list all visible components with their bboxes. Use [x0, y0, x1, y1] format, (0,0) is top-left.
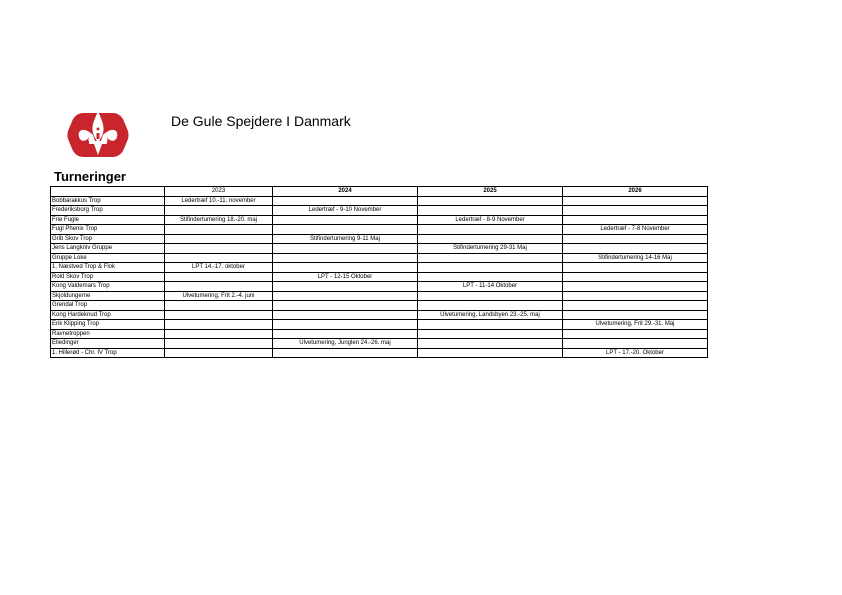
- event-cell-2025: [418, 196, 563, 206]
- event-cell-2023: [165, 301, 273, 311]
- event-cell-2025: [418, 339, 563, 349]
- table-row: [51, 282, 708, 292]
- event-cell-2026: Stifindertumering 14-16 Maj: [563, 253, 708, 263]
- event-cell-2023: [165, 244, 273, 254]
- event-cell-2026: [563, 272, 708, 282]
- event-cell-2025: [418, 291, 563, 301]
- event-cell-2023: Ledertræf 10.-11. november: [165, 196, 273, 206]
- event-cell-2025: Ledertræf - 8-9 November: [418, 215, 563, 225]
- event-cell-2024: Ulvetumering, Junglen 24.-26. maj: [273, 339, 418, 349]
- table-row: [51, 225, 708, 235]
- group-name-cell: Frederiksborg Trop: [51, 206, 165, 216]
- event-cell-2024: [273, 348, 418, 358]
- group-name-cell: Bobbarakkus Trop: [51, 196, 165, 206]
- event-cell-2024: LPT - 12-15 Oktober: [273, 272, 418, 282]
- group-name-cell: Jens Langkniv Gruppe: [51, 244, 165, 254]
- table-row: [51, 329, 708, 339]
- organization-title: De Gule Spejdere I Danmark: [171, 113, 351, 129]
- event-cell-2023: [165, 329, 273, 339]
- event-cell-2026: [563, 329, 708, 339]
- group-name-cell: Grendal Trop: [51, 301, 165, 311]
- table-row: [51, 320, 708, 330]
- event-cell-2024: [273, 291, 418, 301]
- event-cell-2023: [165, 339, 273, 349]
- event-cell-2026: [563, 310, 708, 320]
- table-row: [51, 234, 708, 244]
- group-name-cell: Frie Fugle: [51, 215, 165, 225]
- event-cell-2025: [418, 206, 563, 216]
- table-row: [51, 196, 708, 206]
- event-cell-2024: [273, 301, 418, 311]
- column-header-2025: 2025: [418, 187, 563, 197]
- event-cell-2025: [418, 272, 563, 282]
- tournament-schedule-table: [50, 186, 708, 358]
- table-row: [51, 244, 708, 254]
- event-cell-2023: LPT 14.-17. oktober: [165, 263, 273, 273]
- group-name-cell: Elledinger: [51, 339, 165, 349]
- event-cell-2026: [563, 291, 708, 301]
- column-header-group: [51, 187, 165, 197]
- table-row: [51, 215, 708, 225]
- group-name-cell: Fugl Phenix Trop: [51, 225, 165, 235]
- event-cell-2026: Ledertræf - 7-8 November: [563, 225, 708, 235]
- table-row: [51, 263, 708, 273]
- table-row: [51, 348, 708, 358]
- event-cell-2023: [165, 320, 273, 330]
- event-cell-2023: [165, 272, 273, 282]
- event-cell-2024: Ledertræf - 9-10 November: [273, 206, 418, 216]
- event-cell-2026: [563, 234, 708, 244]
- event-cell-2023: [165, 253, 273, 263]
- event-cell-2024: [273, 196, 418, 206]
- section-title: Turneringer: [54, 169, 126, 184]
- event-cell-2023: [165, 225, 273, 235]
- event-cell-2026: [563, 282, 708, 292]
- event-cell-2024: [273, 320, 418, 330]
- event-cell-2025: [418, 329, 563, 339]
- group-name-cell: Rold Skov Trop: [51, 272, 165, 282]
- table-row: [51, 301, 708, 311]
- event-cell-2024: Stifindertumering 9-11 Maj: [273, 234, 418, 244]
- event-cell-2026: [563, 263, 708, 273]
- event-cell-2024: [273, 215, 418, 225]
- group-name-cell: 1. Hillerød - Chr. IV Trop: [51, 348, 165, 358]
- event-cell-2026: [563, 215, 708, 225]
- event-cell-2025: LPT - 11-14 Oktober: [418, 282, 563, 292]
- event-cell-2024: [273, 263, 418, 273]
- event-cell-2025: [418, 301, 563, 311]
- column-header-2023: 2023: [165, 187, 273, 197]
- event-cell-2024: [273, 225, 418, 235]
- event-cell-2026: [563, 244, 708, 254]
- event-cell-2026: [563, 196, 708, 206]
- event-cell-2025: [418, 253, 563, 263]
- table-row: [51, 310, 708, 320]
- event-cell-2024: [273, 329, 418, 339]
- group-name-cell: Kong Hardeknud Trop: [51, 310, 165, 320]
- event-cell-2025: [418, 348, 563, 358]
- event-cell-2026: [563, 339, 708, 349]
- event-cell-2023: Stifindertumering 18.-20. maj: [165, 215, 273, 225]
- group-name-cell: Skjoldungerne: [51, 291, 165, 301]
- event-cell-2023: [165, 282, 273, 292]
- group-name-cell: Gruppe Loke: [51, 253, 165, 263]
- group-name-cell: Grib Skov Trop: [51, 234, 165, 244]
- event-cell-2025: Stifindertumering 29-31 Maj: [418, 244, 563, 254]
- group-name-cell: 1. Næstved Trop & Flok: [51, 263, 165, 273]
- table-row: [51, 291, 708, 301]
- event-cell-2025: Ulvetumering, Landsbyen 23.-25. maj: [418, 310, 563, 320]
- event-cell-2026: [563, 301, 708, 311]
- group-name-cell: Erik Klipping Trop: [51, 320, 165, 330]
- event-cell-2026: Ulvetumering, Frit 29.-31. Maj: [563, 320, 708, 330]
- event-cell-2023: [165, 310, 273, 320]
- group-name-cell: Kong Valdemars Trop: [51, 282, 165, 292]
- table-row: [51, 339, 708, 349]
- table-row: [51, 272, 708, 282]
- table-header-row: [51, 187, 708, 197]
- event-cell-2026: [563, 206, 708, 216]
- event-cell-2025: [418, 263, 563, 273]
- event-cell-2024: [273, 310, 418, 320]
- column-header-2026: 2026: [563, 187, 708, 197]
- column-header-2024: 2024: [273, 187, 418, 197]
- event-cell-2023: [165, 234, 273, 244]
- event-cell-2024: [273, 253, 418, 263]
- event-cell-2025: [418, 234, 563, 244]
- event-cell-2024: [273, 282, 418, 292]
- event-cell-2025: [418, 225, 563, 235]
- event-cell-2025: [418, 320, 563, 330]
- group-name-cell: Ravnetroppen: [51, 329, 165, 339]
- event-cell-2024: [273, 244, 418, 254]
- event-cell-2023: [165, 206, 273, 216]
- event-cell-2023: [165, 348, 273, 358]
- table-row: [51, 206, 708, 216]
- event-cell-2026: LPT - 17.-20. Oktober: [563, 348, 708, 358]
- table-row: [51, 253, 708, 263]
- scout-fleur-de-lis-logo: [67, 107, 129, 163]
- event-cell-2023: Ulvetumering, Frit 2.-4. juni: [165, 291, 273, 301]
